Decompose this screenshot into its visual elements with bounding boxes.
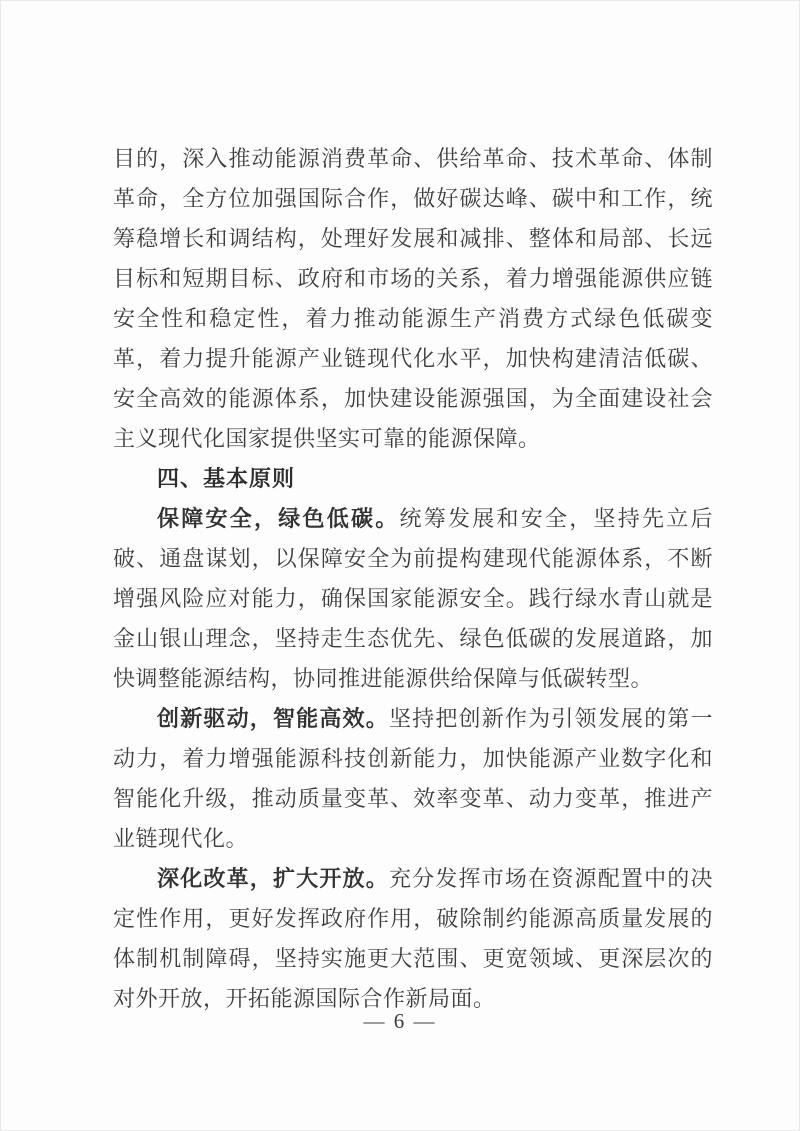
paragraph-continuation: 目的，深入推动能源消费革命、供给革命、技术革命、体制革命，全方位加强国际合作，做好碳达峰、碳中和工作，统筹稳增长和调结构，处理好发展和减排、整体和局部、长远目标和短期目标、政府和市场的关系，着力增强能源供应链安全性和稳定性，着力推动能源生产消费方式绿色低碳变革，着力提升能源产业链现代化水平，加快构建清洁低碳、安全高效的能源体系，加快建设能源强国，为全面建设社会主义现代化国家提供坚实可靠的能源保障。 xyxy=(113,146,713,451)
paragraph-text: 统筹发展和安全，坚持先立后破、通盘谋划，以保障安全为前提构建现代能源体系，不断增强风险应对能力，确保国家能源安全。践行绿水青山就是金山银山理念，坚持走生态优先、绿色低碳的发展道路，加快调整能源结构，协同推进能源供给保障与低碳转型。 xyxy=(113,506,713,691)
paragraph-principle-3 xyxy=(113,859,713,1019)
paragraph-principle-1 xyxy=(113,499,713,699)
paragraph-principle-2 xyxy=(113,699,713,859)
paragraph-text: 充分发挥市场在资源配置中的决定性作用，更好发挥政府作用，破除制约能源高质量发展的体制机制障碍，坚持实施更大范围、更宽领域、更深层次的对外开放，开拓能源国际合作新局面。 xyxy=(113,866,713,1011)
paragraph-text: 坚持把创新作为引领发展的第一动力，着力增强能源科技创新能力，加快能源产业数字化和智能化升级，推动质量变革、效率变革、动力变革，推进产业链现代化。 xyxy=(113,706,713,851)
section-heading: 四、基本原则 xyxy=(157,466,296,491)
page-number: — 6 — xyxy=(363,1009,437,1033)
paragraph-lead: 深化改革，扩大开放。 xyxy=(157,866,389,891)
paragraph-lead: 保障安全，绿色低碳。 xyxy=(157,506,400,531)
document-body xyxy=(113,139,713,1019)
paragraph-lead: 创新驱动，智能高效。 xyxy=(157,706,389,731)
page-footer xyxy=(1,1003,799,1039)
